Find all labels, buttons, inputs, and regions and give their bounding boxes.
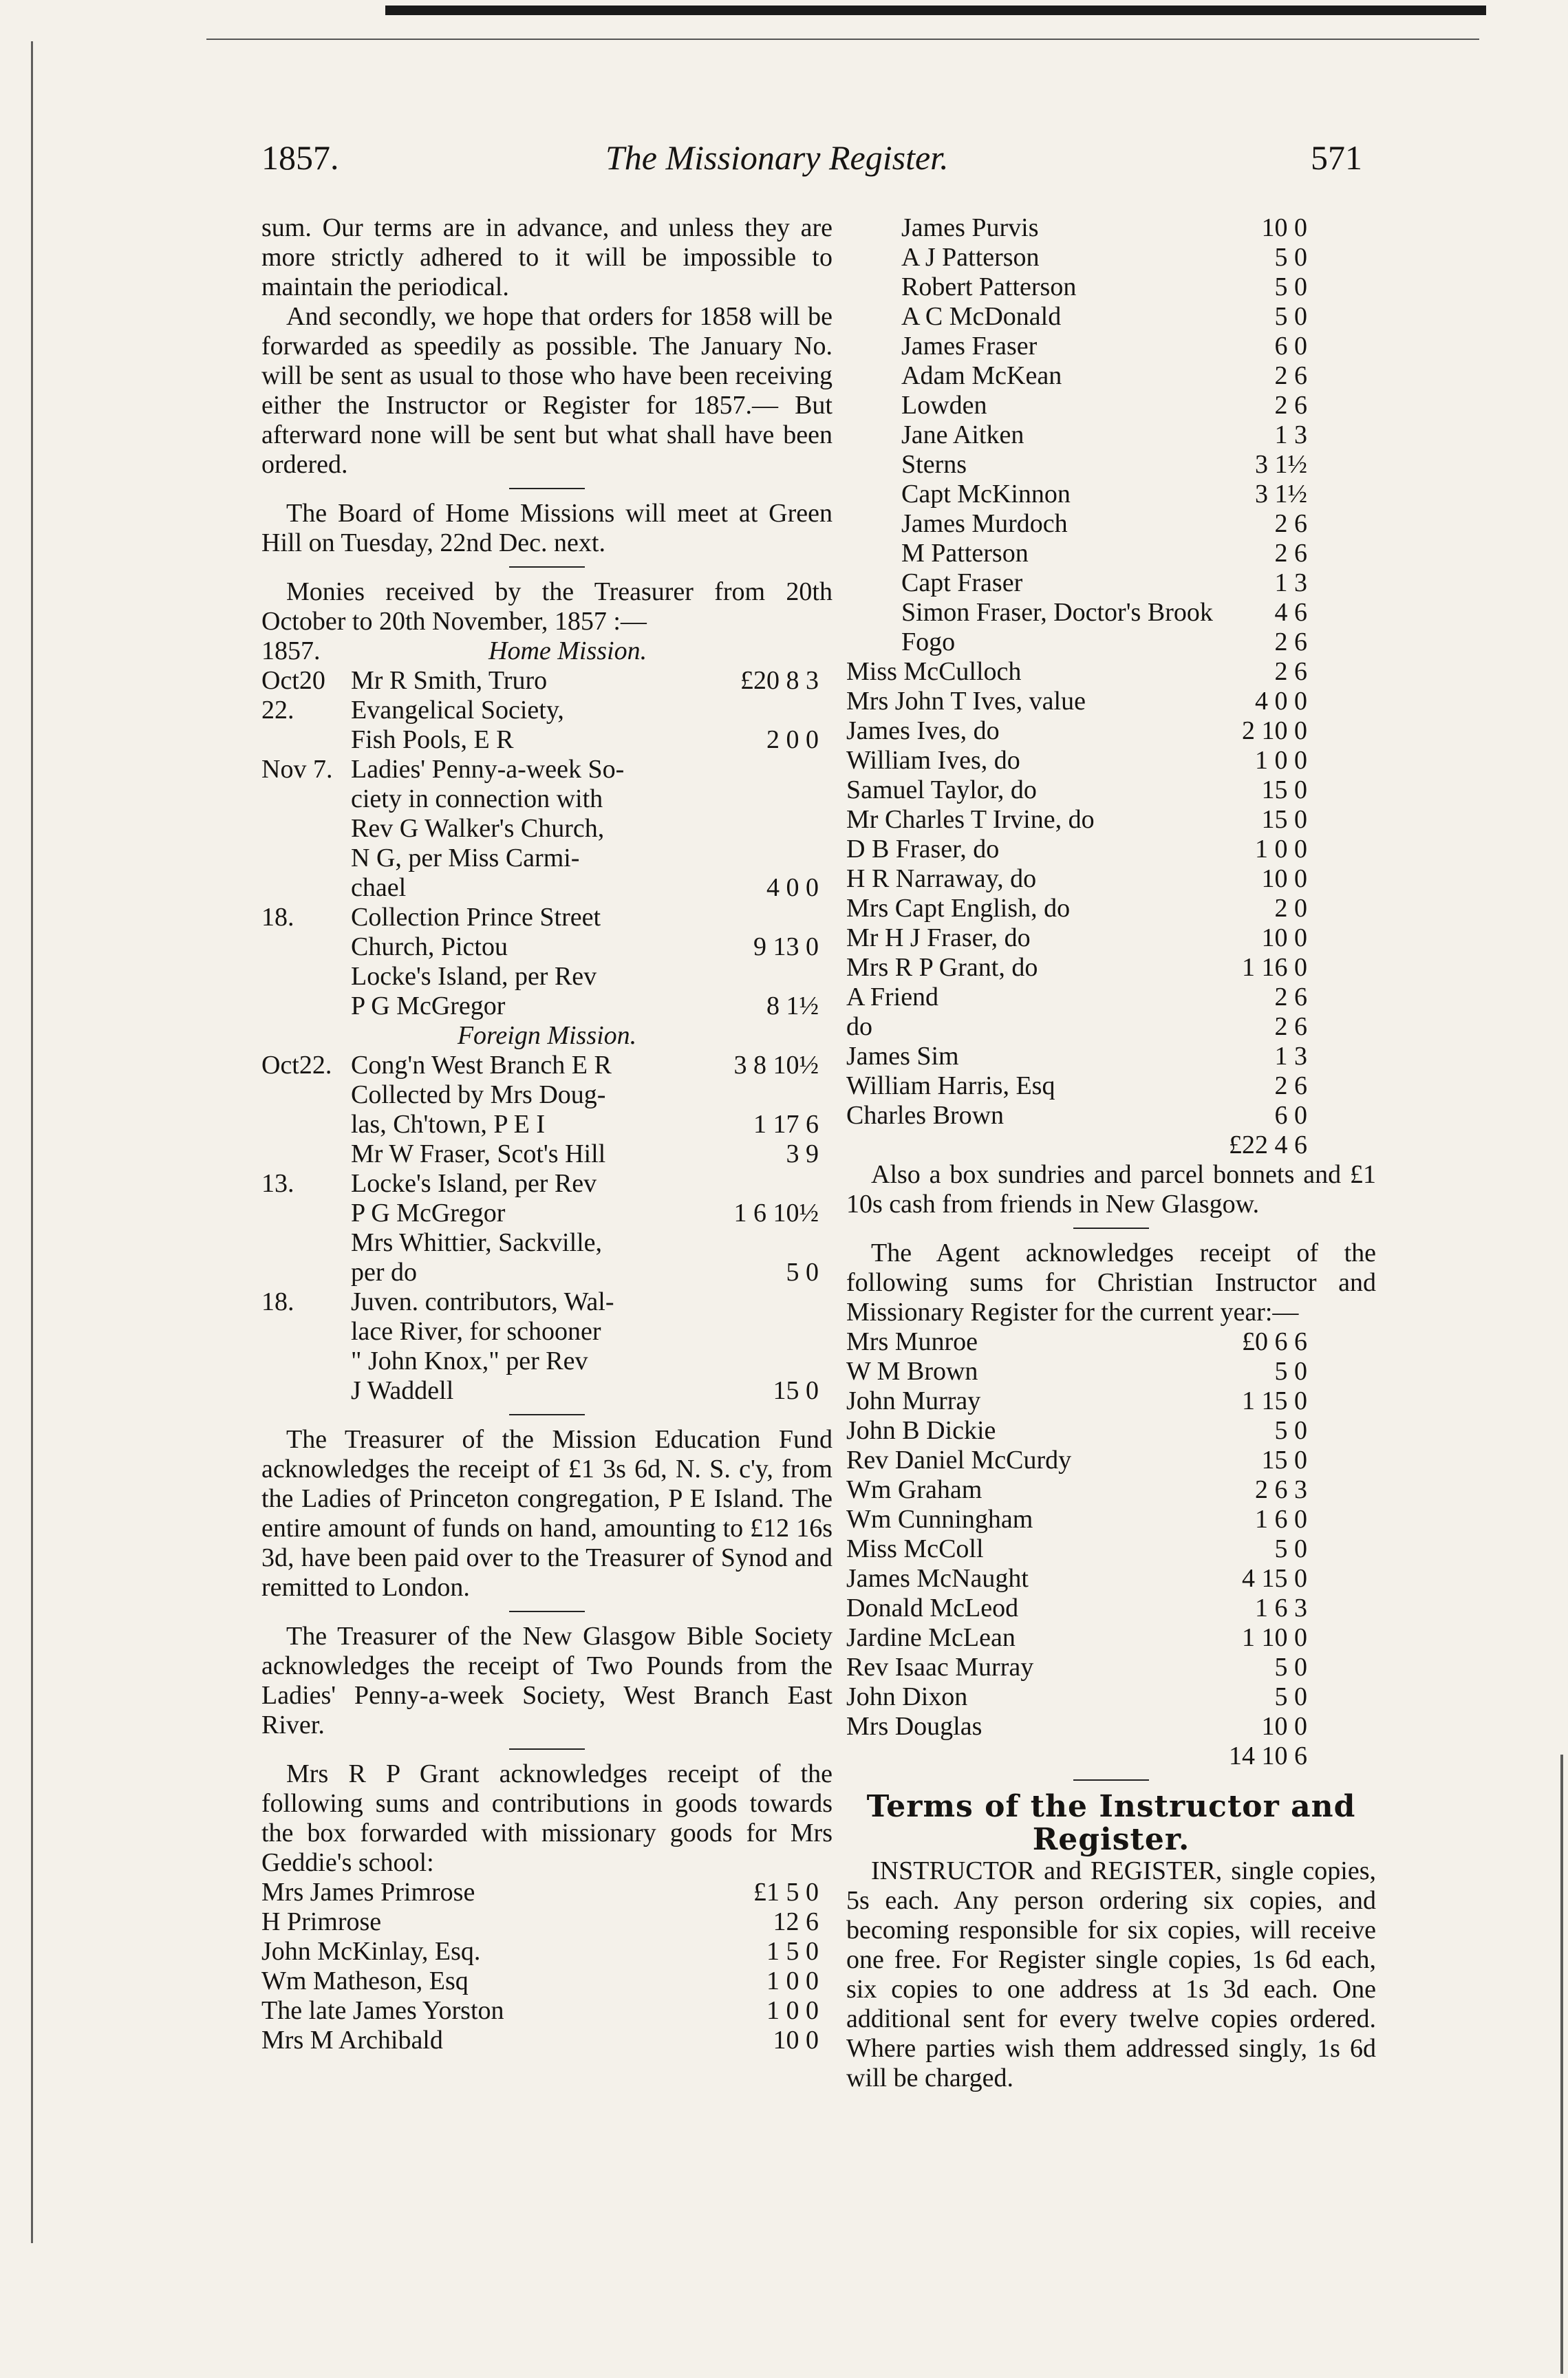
page-number: 571: [1311, 138, 1362, 177]
home-mission-entry: [261, 784, 833, 814]
home-mission-entry: [261, 962, 833, 992]
entry-name: P G McGregor: [351, 992, 506, 1020]
contribution-entry: [846, 361, 1376, 391]
contributions-total: £22 4 6: [1229, 1131, 1307, 1159]
agent-entry: [846, 1386, 1376, 1416]
grant-entry: [261, 2026, 833, 2055]
home-mission-entry: [261, 696, 833, 725]
entry-name: John Murray: [846, 1386, 981, 1415]
grant-notice: Mrs R P Grant acknowledges receipt of the following sums and contributions in goods towards the box forwarded with missionary goods for Mrs Geddie's school:: [261, 1759, 833, 1877]
entry-name: William Ives, do: [846, 746, 1020, 775]
header-year: 1857.: [261, 138, 339, 177]
entry-name: Miss McColl: [846, 1534, 984, 1563]
agent-entry: [846, 1505, 1376, 1534]
entry-name: Sterns: [901, 450, 967, 479]
entry-name: The late James Yorston: [261, 1996, 504, 2025]
home-mission-heading-row: [261, 636, 833, 666]
entry-amount: 2 6: [1274, 1012, 1307, 1041]
foreign-mission-entry: [261, 1376, 833, 1406]
contribution-entry: [846, 450, 1376, 480]
entry-name: A C McDonald: [901, 302, 1062, 331]
entry-amount: 2 6: [1274, 539, 1307, 568]
entry-name: Samuel Taylor, do: [846, 775, 1037, 804]
top-thin-rule: [206, 39, 1479, 40]
entry-name: Evangelical Society,: [351, 696, 564, 725]
grant-entry: [261, 1907, 833, 1937]
agent-entry: [846, 1475, 1376, 1505]
contribution-entry: [846, 1012, 1376, 1042]
separator: [1073, 1779, 1149, 1781]
foreign-mission-entry: [261, 1169, 833, 1199]
foreign-mission-list: [261, 1051, 833, 1406]
entry-name: las, Ch'town, P E I: [351, 1110, 545, 1139]
entry-amount: 2 6 3: [1255, 1475, 1307, 1504]
entry-amount: 4 0 0: [1255, 687, 1307, 716]
contribution-entry: [846, 746, 1376, 775]
total-row: [846, 1131, 1376, 1160]
entry-amount: 1 0 0: [766, 1996, 819, 2025]
box-note: Also a box sundries and parcel bonnets and £1 10s cash from friends in New Glasgow.: [846, 1160, 1376, 1219]
entry-name: Miss McCulloch: [846, 657, 1022, 686]
entry-name: Rev G Walker's Church,: [351, 814, 605, 843]
agent-total: 14 10 6: [1229, 1742, 1307, 1770]
home-mission-entry: [261, 932, 833, 962]
entry-amount: 1 0 0: [1255, 835, 1307, 864]
entry-amount: 5 0: [1274, 1416, 1307, 1445]
entry-name: Lowden: [901, 391, 987, 420]
entry-name: Mrs John T Ives, value: [846, 687, 1086, 716]
entry-amount: 3 8 10½: [733, 1051, 819, 1080]
separator: [509, 1611, 585, 1612]
home-mission-entry: [261, 725, 833, 755]
entry-name: Collected by Mrs Doug-: [351, 1080, 606, 1109]
page-header: [261, 138, 1362, 193]
agent-entry: [846, 1594, 1376, 1623]
entry-amount: 2 10 0: [1242, 716, 1307, 745]
entry-amount: 2 6: [1274, 628, 1307, 656]
entry-amount: 2 6: [1274, 657, 1307, 686]
entry-name: John B Dickie: [846, 1416, 996, 1445]
entry-name: Rev Daniel McCurdy: [846, 1446, 1072, 1475]
entry-amount: 5 0: [1274, 302, 1307, 331]
entry-name: James Purvis: [901, 213, 1039, 242]
entry-name: Mrs R P Grant, do: [846, 953, 1038, 982]
entry-amount: £1 5 0: [753, 1878, 819, 1907]
entry-name: James Fraser: [901, 332, 1038, 361]
agent-entry: [846, 1357, 1376, 1386]
agent-notice: The Agent acknowledges receipt of the following sums for Christian Instructor and Missionary Register for the current year:—: [846, 1239, 1376, 1327]
separator: [509, 566, 585, 568]
entry-date: Nov 7.: [261, 755, 333, 784]
entry-name: Ladies' Penny-a-week So-: [351, 755, 625, 784]
entry-name: Mrs M Archibald: [261, 2026, 443, 2055]
entry-amount: 5 0: [1274, 1534, 1307, 1563]
entry-name: Fish Pools, E R: [351, 725, 514, 754]
contribution-entry: [846, 864, 1376, 894]
entry-amount: 6 0: [1274, 332, 1307, 361]
contribution-entry: [846, 716, 1376, 746]
entry-amount: 1 5 0: [766, 1937, 819, 1966]
entry-amount: 1 16 0: [1242, 953, 1307, 982]
entry-name: H R Narraway, do: [846, 864, 1037, 893]
contribution-entry: [846, 923, 1376, 953]
agent-entry: [846, 1682, 1376, 1712]
entry-amount: £20 8 3: [740, 666, 819, 695]
entry-amount: 4 15 0: [1242, 1564, 1307, 1593]
separator: [1073, 1228, 1149, 1229]
contribution-entry: [846, 509, 1376, 539]
home-mission-entry: [261, 992, 833, 1021]
grant-entry: [261, 1967, 833, 1996]
contribution-entry: [846, 657, 1376, 687]
entry-name: A J Patterson: [901, 243, 1040, 272]
contribution-entry: [846, 243, 1376, 272]
entry-name: Mr W Fraser, Scot's Hill: [351, 1139, 606, 1168]
entry-date: Oct22.: [261, 1051, 332, 1080]
entry-amount: 10 0: [1261, 1712, 1307, 1741]
entry-name: Fogo: [901, 628, 956, 656]
separator: [509, 1414, 585, 1415]
agent-total-row: [846, 1742, 1376, 1771]
contribution-entry: [846, 302, 1376, 332]
entry-name: Mrs Munroe: [846, 1327, 978, 1356]
home-mission-heading: Home Mission.: [488, 636, 647, 665]
entry-amount: 15 0: [773, 1376, 819, 1405]
agent-entry: [846, 1416, 1376, 1446]
grant-entry: [261, 1878, 833, 1907]
foreign-mission-entry: [261, 1080, 833, 1110]
contribution-entry: [846, 1042, 1376, 1071]
entry-name: Locke's Island, per Rev: [351, 1169, 597, 1198]
agent-entry: [846, 1534, 1376, 1564]
entry-name: chael: [351, 873, 407, 902]
entry-name: John Dixon: [846, 1682, 968, 1711]
entry-name: Jardine McLean: [846, 1623, 1016, 1652]
entry-amount: 1 15 0: [1242, 1386, 1307, 1415]
entry-name: Cong'n West Branch E R: [351, 1051, 612, 1080]
contribution-entry: [846, 480, 1376, 509]
contribution-entry: [846, 894, 1376, 923]
entry-name: D B Fraser, do: [846, 835, 1000, 864]
contribution-entry: [846, 539, 1376, 568]
entry-amount: 5 0: [786, 1258, 819, 1287]
entry-name: Capt McKinnon: [901, 480, 1071, 508]
contribution-entry: [846, 568, 1376, 598]
entry-name: Donald McLeod: [846, 1594, 1019, 1622]
entry-amount: 1 3: [1274, 1042, 1307, 1071]
entry-name: William Harris, Esq: [846, 1071, 1055, 1100]
contribution-entry: [846, 420, 1376, 450]
entry-amount: 6 0: [1274, 1101, 1307, 1130]
foreign-mission-entry: [261, 1051, 833, 1080]
entry-amount: 2 6: [1274, 983, 1307, 1011]
entry-amount: 3 1½: [1255, 480, 1307, 508]
agent-entry: [846, 1327, 1376, 1357]
header-title: The Missionary Register.: [605, 138, 949, 177]
home-mission-entry: [261, 666, 833, 696]
entry-name: Simon Fraser, Doctor's Brook: [901, 598, 1213, 627]
entry-name: per do: [351, 1258, 418, 1287]
contribution-entry: [846, 687, 1376, 716]
entry-name: Adam McKean: [901, 361, 1062, 390]
entry-amount: 4 0 0: [766, 873, 819, 902]
top-border-rule: [385, 6, 1486, 15]
entry-date: 22.: [261, 696, 294, 725]
entry-name: J Waddell: [351, 1376, 454, 1405]
entry-amount: 5 0: [1274, 272, 1307, 301]
entry-name: John McKinlay, Esq.: [261, 1937, 481, 1966]
entry-name: Mrs James Primrose: [261, 1878, 475, 1907]
home-mission-entry: [261, 844, 833, 873]
separator: [509, 1748, 585, 1750]
contribution-entry: [846, 805, 1376, 835]
entry-name: Mrs Capt English, do: [846, 894, 1071, 923]
home-mission-entry: [261, 873, 833, 903]
entry-amount: 15 0: [1261, 1446, 1307, 1475]
contribution-entry: [846, 1101, 1376, 1131]
board-notice: The Board of Home Missions will meet at Green Hill on Tuesday, 22nd Dec. next.: [261, 499, 833, 557]
agent-entry: [846, 1623, 1376, 1653]
entry-date: 18.: [261, 1287, 294, 1316]
entry-name: Collection Prince Street: [351, 903, 601, 932]
entry-name: P G McGregor: [351, 1199, 506, 1228]
contribution-entry: [846, 628, 1376, 657]
contribution-entry: [846, 391, 1376, 420]
agent-entry: [846, 1653, 1376, 1682]
entry-name: H Primrose: [261, 1907, 382, 1936]
entry-name: Wm Matheson, Esq: [261, 1967, 469, 1995]
terms-text: INSTRUCTOR and REGISTER, single copies, 5s each. Any person ordering six copies, and becoming responsible for six copies, will receive one free. For Register single copies, 1s 6d each, six copies to one address at 1s 3d each. One additional sent for every twelve copies ordered. Where parties wish them addressed singly, 1s 6d will be charged.: [846, 1856, 1376, 2092]
entry-name: Charles Brown: [846, 1101, 1005, 1130]
agent-entry: [846, 1446, 1376, 1475]
grant-entry: [261, 1937, 833, 1967]
foreign-mission-heading: Foreign Mission.: [457, 1021, 637, 1050]
monies-intro: Monies received by the Treasurer from 20th October to 20th November, 1857 :—: [261, 577, 833, 636]
entry-amount: 1 0 0: [766, 1967, 819, 1995]
entry-amount: 10 0: [773, 2026, 819, 2055]
foreign-mission-entry: [261, 1139, 833, 1169]
entry-amount: 2 6: [1274, 391, 1307, 420]
agent-entry: [846, 1712, 1376, 1742]
entry-amount: 1 3: [1274, 420, 1307, 449]
entry-amount: 5 0: [1274, 243, 1307, 272]
entry-name: Locke's Island, per Rev: [351, 962, 597, 991]
contribution-entry: [846, 332, 1376, 361]
entry-amount: £0 6 6: [1242, 1327, 1307, 1356]
entry-amount: 5 0: [1274, 1682, 1307, 1711]
entry-name: Mr Charles T Irvine, do: [846, 805, 1095, 834]
entry-amount: 1 6 0: [1255, 1505, 1307, 1534]
agent-list: [846, 1327, 1376, 1742]
entry-date: Oct20: [261, 666, 325, 695]
entry-amount: 2 6: [1274, 1071, 1307, 1100]
entry-date: 18.: [261, 903, 294, 932]
entry-name: Juven. contributors, Wal-: [351, 1287, 614, 1316]
entry-amount: 12 6: [773, 1907, 819, 1936]
orders-note: And secondly, we hope that orders for 1858 will be forwarded as speedily as possible. The January No. will be sent as usual to those who have been receiving either the Instructor or Register for 1857.— But afterward none will be sent but what shall have been ordered.: [261, 302, 833, 479]
grant-list: [261, 1878, 833, 2055]
entry-amount: 1 6 3: [1255, 1594, 1307, 1622]
foreign-mission-entry: [261, 1317, 833, 1347]
entry-amount: 1 0 0: [1255, 746, 1307, 775]
entry-amount: 1 6 10½: [733, 1199, 819, 1228]
contributions-list: [846, 213, 1376, 657]
entry-name: Mrs Whittier, Sackville,: [351, 1228, 603, 1257]
separator: [509, 488, 585, 489]
contribution-entry: [846, 983, 1376, 1012]
entry-name: Rev Isaac Murray: [846, 1653, 1034, 1682]
home-mission-entry: [261, 903, 833, 932]
entry-name: " John Knox," per Rev: [351, 1347, 588, 1375]
entry-name: Mr H J Fraser, do: [846, 923, 1031, 952]
contribution-entry: [846, 213, 1376, 243]
contribution-entry: [846, 835, 1376, 864]
foreign-mission-entry: [261, 1287, 833, 1317]
foreign-mission-entry: [261, 1347, 833, 1376]
education-fund-notice: The Treasurer of the Mission Education Fund acknowledges the receipt of £1 3s 6d, N. S. c'y, from the Ladies of Princeton congregation, P E Island. The entire amount of funds on hand, amounting to £12 16s 3d, have been paid over to the Treasurer of Synod and remitted to London.: [261, 1425, 833, 1602]
entry-amount: 10 0: [1261, 213, 1307, 242]
entry-name: James McNaught: [846, 1564, 1029, 1593]
terms-note: sum. Our terms are in advance, and unless they are more strictly adhered to it will be impossible to maintain the periodical.: [261, 213, 833, 301]
entry-name: W M Brown: [846, 1357, 978, 1386]
left-column: [261, 213, 833, 2055]
contribution-entry: [846, 953, 1376, 983]
entry-amount: 15 0: [1261, 805, 1307, 834]
terms-heading: Terms of the Instructor and Register.: [866, 1789, 1356, 1857]
entry-name: lace River, for schooner: [351, 1317, 601, 1346]
entry-amount: 15 0: [1261, 775, 1307, 804]
entry-amount: 10 0: [1261, 864, 1307, 893]
entry-name: James Murdoch: [901, 509, 1068, 538]
entry-amount: 5 0: [1274, 1653, 1307, 1682]
contribution-entry: [846, 1071, 1376, 1101]
entry-name: A Friend: [846, 983, 939, 1011]
entry-name: Mrs Douglas: [846, 1712, 982, 1741]
entry-name: Wm Cunningham: [846, 1505, 1033, 1534]
bible-society-notice: The Treasurer of the New Glasgow Bible Society acknowledges the receipt of Two Pounds from the Ladies' Penny-a-week Society, West Branch East River.: [261, 1622, 833, 1739]
contribution-entry: [846, 598, 1376, 628]
right-column: [846, 213, 1376, 2093]
entry-amount: 8 1½: [766, 992, 819, 1020]
entry-name: N G, per Miss Carmi-: [351, 844, 580, 872]
right-margin-rule: [1560, 1755, 1563, 2374]
entry-amount: 9 13 0: [753, 932, 819, 961]
entry-amount: 1 17 6: [753, 1110, 819, 1139]
contribution-entry: [846, 775, 1376, 805]
home-mission-entry: [261, 755, 833, 784]
entry-name: ciety in connection with: [351, 784, 603, 813]
entry-name: Mr R Smith, Truro: [351, 666, 548, 695]
foreign-mission-entry: [261, 1110, 833, 1139]
entry-amount: 2 6: [1274, 509, 1307, 538]
foreign-mission-entry: [261, 1228, 833, 1258]
home-mission-entry: [261, 814, 833, 844]
entry-name: Capt Fraser: [901, 568, 1023, 597]
left-margin-rule: [31, 41, 33, 2243]
contributions-list-continued: [846, 657, 1376, 1131]
entry-name: Jane Aitken: [901, 420, 1024, 449]
entry-date: 13.: [261, 1169, 294, 1198]
entry-name: Church, Pictou: [351, 932, 508, 961]
entry-name: M Patterson: [901, 539, 1029, 568]
entry-amount: 1 3: [1274, 568, 1307, 597]
entry-name: James Sim: [846, 1042, 959, 1071]
foreign-mission-entry: [261, 1258, 833, 1287]
grant-entry: [261, 1996, 833, 2026]
entry-amount: 5 0: [1274, 1357, 1307, 1386]
entry-amount: 3 9: [786, 1139, 819, 1168]
agent-entry: [846, 1564, 1376, 1594]
home-mission-list: [261, 666, 833, 1021]
home-mission-year: 1857.: [261, 636, 321, 665]
entry-name: do: [846, 1012, 872, 1041]
entry-amount: 1 10 0: [1242, 1623, 1307, 1652]
entry-name: Wm Graham: [846, 1475, 982, 1504]
entry-name: James Ives, do: [846, 716, 1000, 745]
entry-name: Robert Patterson: [901, 272, 1077, 301]
entry-amount: 2 0 0: [766, 725, 819, 754]
entry-amount: 10 0: [1261, 923, 1307, 952]
entry-amount: 3 1½: [1255, 450, 1307, 479]
contribution-entry: [846, 272, 1376, 302]
entry-amount: 2 6: [1274, 361, 1307, 390]
entry-amount: 2 0: [1274, 894, 1307, 923]
foreign-mission-entry: [261, 1199, 833, 1228]
entry-amount: 4 6: [1274, 598, 1307, 627]
